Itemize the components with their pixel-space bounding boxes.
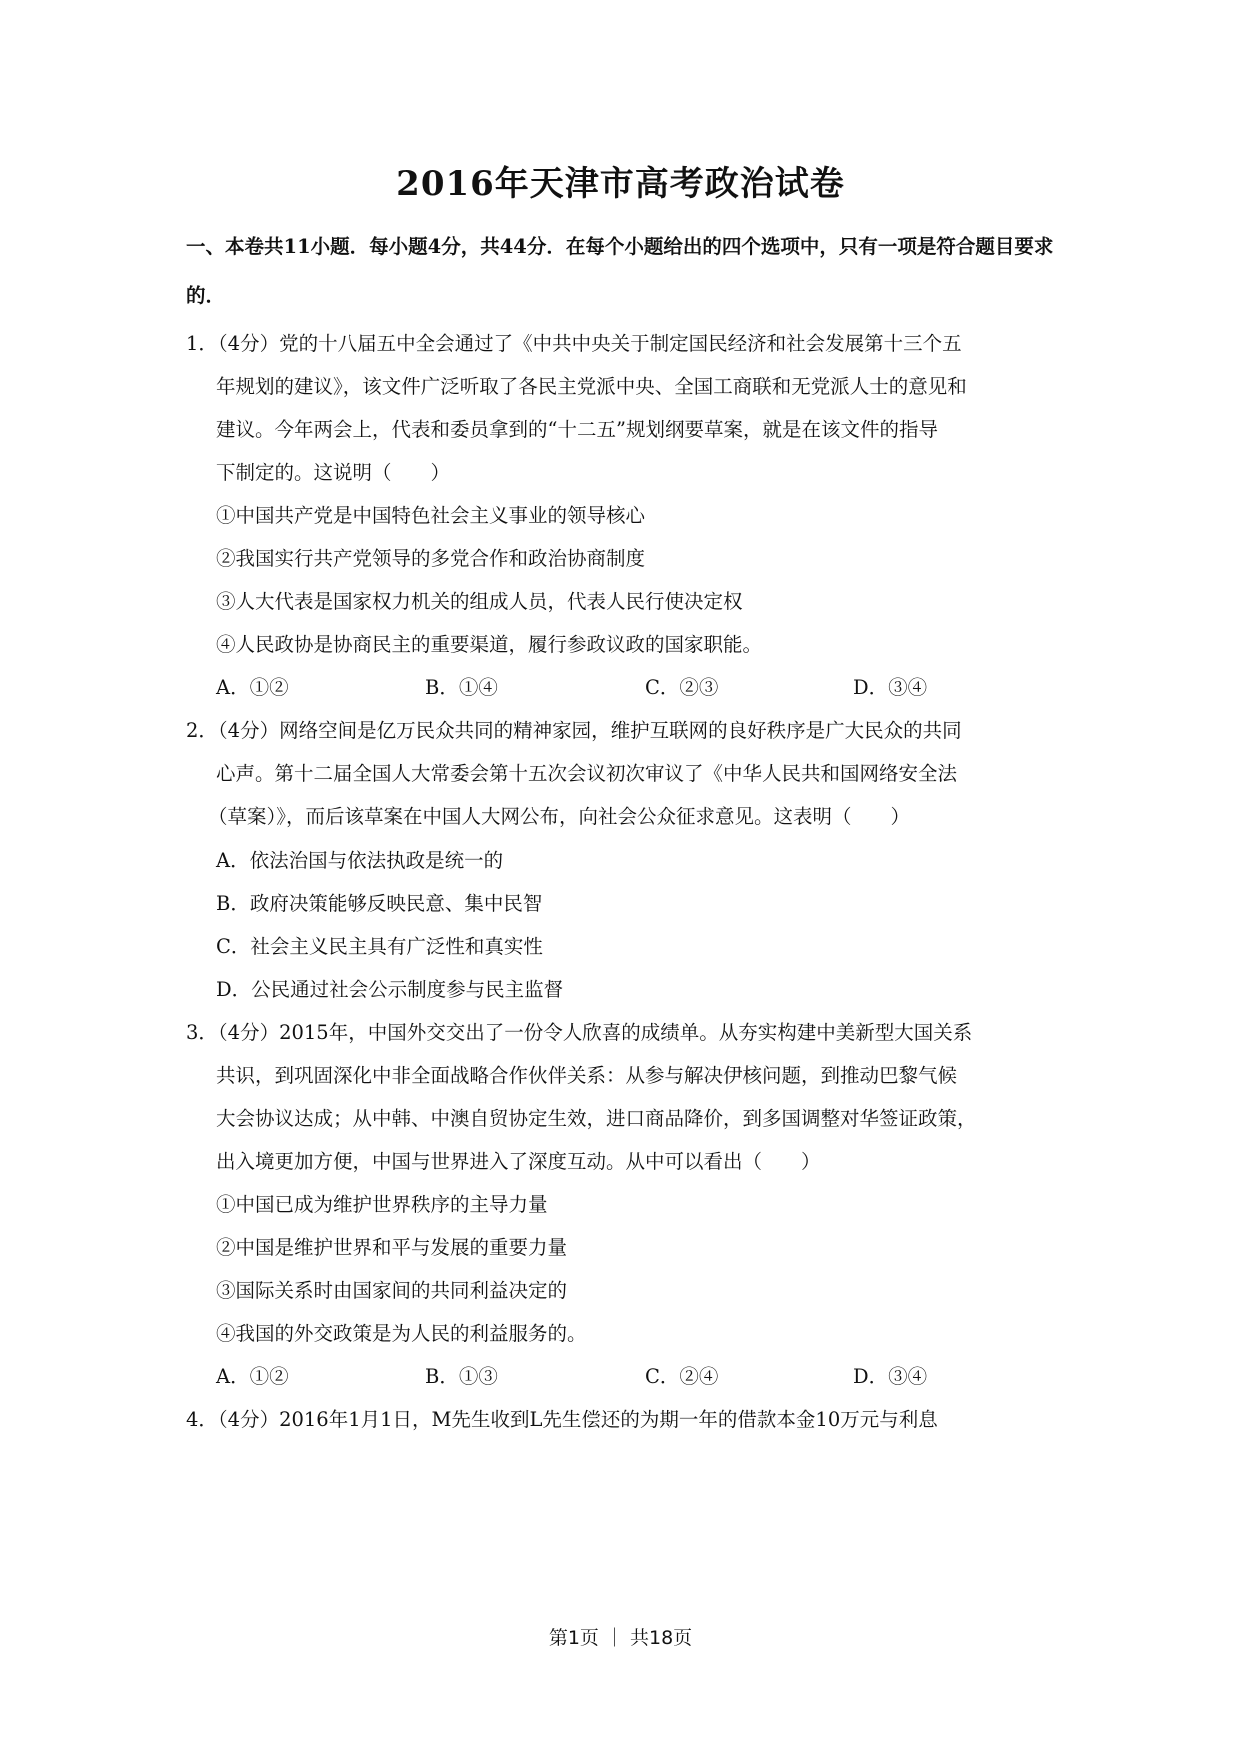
q3-statement-4: ④我国的外交政策是为人民的利益服务的。	[216, 1322, 587, 1345]
q2-line-2: 心声。第十二届全国人大常委会第十五次会议初次审议了《中华人民共和国网络安全法	[216, 762, 958, 785]
q1-option-c: C．②③	[645, 676, 719, 699]
q1-option-b: B．①④	[425, 676, 498, 699]
q3-option-c: C．②④	[645, 1365, 719, 1388]
q3-line-2: 共识，到巩固深化中非全面战略合作伙伴关系：从参与解决伊核问题，到推动巴黎气候	[216, 1064, 958, 1087]
q3-option-b: B．①③	[425, 1365, 498, 1388]
q1-statement-1: ①中国共产党是中国特色社会主义事业的领导核心	[216, 504, 646, 527]
q1-option-a: A．①②	[216, 676, 289, 699]
section-heading: 一、本卷共11小题．每小题4分，共44分．在每个小题给出的四个选项中，只有一项是符合题目要求的．	[186, 235, 1054, 307]
q3-line-3: 大会协议达成；从中韩、中澳自贸协定生效，进口商品降价，到多国调整对华签证政策，	[216, 1107, 977, 1130]
q1-option-d: D．③④	[853, 676, 928, 699]
q3-statement-1: ①中国已成为维护世界秩序的主导力量	[216, 1193, 548, 1216]
q3-option-d: D．③④	[853, 1365, 928, 1388]
q3-line-1: 3．（4分）2015年，中国外交交出了一份令人欣喜的成绩单。从夯实构建中美新型大国关系	[186, 1021, 973, 1044]
q1-line-3: 建议。今年两会上，代表和委员拿到的“十二五”规划纲要草案，就是在该文件的指导	[216, 418, 938, 441]
page-title: 2016年天津市高考政治试卷	[396, 164, 845, 204]
q3-option-a: A．①②	[216, 1365, 289, 1388]
q1-statement-4: ④人民政协是协商民主的重要渠道，履行参政议政的国家职能。	[216, 633, 763, 656]
q4-line-1: 4．（4分）2016年1月1日，M先生收到L先生偿还的为期一年的借款本金10万元与利息	[186, 1408, 938, 1431]
q2-choice-a: A．依法治国与依法执政是统一的	[216, 849, 504, 872]
q1-statement-2: ②我国实行共产党领导的多党合作和政治协商制度	[216, 547, 646, 570]
q3-statement-3: ③国际关系时由国家间的共同利益决定的	[216, 1279, 568, 1302]
q3-statement-2: ②中国是维护世界和平与发展的重要力量	[216, 1236, 568, 1259]
q2-line-3: （草案）》，而后该草案在中国人大网公布，向社会公众征求意见。这表明（ ）	[208, 805, 911, 828]
q2-choice-d: D．公民通过社会公示制度参与民主监督	[216, 978, 564, 1001]
q1-line-2: 年规划的建议》，该文件广泛听取了各民主党派中央、全国工商联和无党派人士的意见和	[216, 375, 967, 398]
q1-line-4: 下制定的。这说明（ ）	[216, 461, 451, 484]
q1-statement-3: ③人大代表是国家权力机关的组成人员，代表人民行使决定权	[216, 590, 743, 613]
page-footer: 第1页 ｜ 共18页	[548, 1627, 693, 1649]
q2-choice-b: B．政府决策能够反映民意、集中民智	[216, 892, 543, 915]
q3-line-4: 出入境更加方便，中国与世界进入了深度互动。从中可以看出（ ）	[216, 1150, 821, 1173]
q2-line-1: 2．（4分）网络空间是亿万民众共同的精神家园，维护互联网的良好秩序是广大民众的共同	[186, 719, 962, 742]
q1-line-1: 1．（4分）党的十八届五中全会通过了《中共中央关于制定国民经济和社会发展第十三个五	[186, 332, 962, 355]
q2-choice-c: C．社会主义民主具有广泛性和真实性	[216, 935, 543, 958]
